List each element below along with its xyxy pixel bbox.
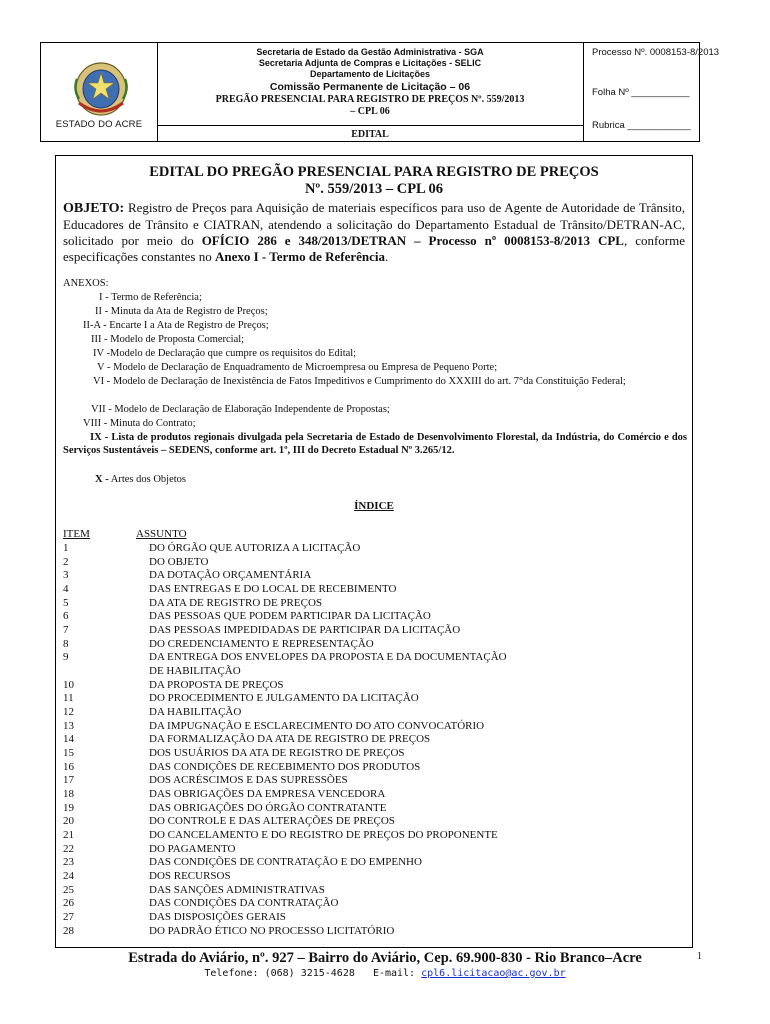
indice-item-number: 22	[63, 842, 74, 855]
rubrica-field: Rubrica ____________	[592, 120, 691, 131]
header-right	[584, 43, 720, 141]
indice-item-number: 4	[63, 583, 69, 595]
objeto-anexo: Anexo I - Termo de Referência	[214, 249, 386, 264]
indice-item-number: 1	[63, 542, 69, 554]
indice-item-subject: DOS ACRÉSCIMOS E DAS SUPRESSÕES	[149, 774, 348, 787]
indice-item-subject: DA ATA DE REGISTRO DE PREÇOS	[149, 596, 323, 609]
document-header	[40, 42, 720, 142]
indice-title: ÍNDICE	[354, 500, 394, 512]
indice-item-subject: DO OBJETO	[149, 555, 209, 568]
indice-item-subject: DA DOTAÇÃO ORÇAMENTÁRIA	[149, 569, 312, 582]
col-item-header: ITEM	[63, 528, 90, 540]
header-line-departamento: Departamento de Licitações	[309, 69, 431, 79]
anexo-item: X - Artes dos Objetos	[95, 474, 187, 485]
indice-item-number: 5	[63, 596, 69, 609]
indice-item-subject: DO CREDENCIAMENTO E REPRESENTAÇÃO	[149, 637, 374, 650]
objeto-text-3: .	[385, 249, 389, 264]
anexo-item: V - Modelo de Declaração de Enquadramento de Microempresa ou Empresa de Pequeno Porte;	[97, 362, 498, 373]
indice-item-number: 16	[63, 760, 74, 773]
indice-item-number: 26	[63, 897, 74, 910]
indice-item-number: 24	[63, 870, 74, 883]
indice-item-number: 20	[63, 815, 74, 828]
indice-item-subject: DOS USUÁRIOS DA ATA DE REGISTRO DE PREÇOS	[149, 747, 405, 760]
indice-item-number: 3	[63, 569, 69, 582]
anexo-item: IV -Modelo de Declaração que cumpre os requisitos do Edital;	[93, 348, 357, 359]
indice-item-subject: DOS RECURSOS	[149, 870, 231, 883]
objeto-text-2: , conforme especificações constantes no	[63, 233, 685, 264]
anexo-item: VII - Modelo de Declaração de Elaboração Independente de Propostas;	[91, 404, 390, 415]
indice-item-number: 25	[63, 883, 74, 896]
indice-item-number: 11	[63, 692, 74, 705]
anexo-item: VI - Modelo de Declaração de Inexistência de Fatos Impeditivos e Cumprimento do XXXIII do art. 7°da Constituição Federal;	[93, 376, 626, 387]
header-pregao-line2: – CPL 06	[350, 106, 390, 117]
indice-item-number: 23	[63, 856, 74, 869]
indice-item-subject: DAS CONDIÇÕES DE CONTRATAÇÃO E DO EMPENHO	[149, 856, 422, 869]
footer-address: Estrada do Aviário, nº. 927 – Bairro do Aviário, Cep. 69.900-830 - Rio Branco–Acre	[128, 950, 642, 966]
footer-contact	[0, 968, 770, 979]
footer-email-label: E-mail:	[372, 968, 416, 979]
edital-title-line2: Nº. 559/2013 – CPL 06	[304, 181, 444, 197]
header-pregao-line1: PREGÃO PRESENCIAL PARA REGISTRO DE PREÇOS Nº. 559/2013	[215, 94, 525, 105]
header-comissao: Comissão Permanente de Licitação – 06	[269, 81, 471, 93]
indice-item-number: 19	[63, 801, 74, 814]
header-line-sga: Secretaria de Estado da Gestão Administrativa - SGA	[256, 47, 484, 57]
header-center	[157, 43, 584, 141]
acre-coat-of-arms-icon	[73, 59, 129, 119]
indice-item-subject: DAS CONDIÇÕES DE RECEBIMENTO DOS PRODUTOS	[149, 760, 421, 773]
objeto-oficio: OFÍCIO 286 e 348/2013/DETRAN – Processo nº 0008153-8/2013 CPL	[201, 233, 624, 248]
indice-item-number: 9	[63, 651, 69, 664]
indice-item-subject: DA PROPOSTA DE PREÇOS	[149, 678, 284, 691]
indice-item-subject: DE HABILITAÇÃO	[149, 665, 241, 678]
indice-item-number: 13	[63, 719, 74, 732]
indice-item-subject: DO PAGAMENTO	[149, 842, 236, 855]
indice-item-number: 12	[63, 706, 74, 719]
edital-title-line1: EDITAL DO PREGÃO PRESENCIAL PARA REGISTRO DE PREÇOS	[149, 164, 599, 180]
edital-body	[55, 155, 693, 948]
indice-item-subject: DA ENTREGA DOS ENVELOPES DA PROPOSTA E DA DOCUMENTAÇÃO	[149, 651, 507, 664]
folha-field: Folha Nº ___________	[592, 87, 690, 98]
logo-cell	[41, 43, 158, 141]
indice-item-subject: DO CONTROLE E DAS ALTERAÇÕES DE PREÇOS	[149, 815, 395, 828]
indice-item-subject: DA IMPUGNAÇÃO E ESCLARECIMENTO DO ATO CONVOCATÓRIO	[149, 719, 485, 732]
objeto-text: Registro de Preços para Aquisição de materiais específicos para uso de Agente de Autoridade de Trânsito, Educadores de Trânsito e CIATRAN, atendendo a solicitação do Departamento Estadual de Trânsito/DETRAN-AC, solicitado por meio do	[63, 200, 685, 248]
indice-item-number: 7	[63, 624, 69, 637]
processo-number: Processo Nº. 0008153-8/2013	[592, 47, 720, 58]
anexo-item: VIII - Minuta do Contrato;	[83, 418, 196, 429]
indice-item-number: 8	[63, 637, 69, 650]
indice-item-subject: DAS OBRIGAÇÕES DO ÓRGÃO CONTRATANTE	[149, 801, 387, 814]
indice-item-number: 28	[63, 924, 74, 937]
anexo-item: IX - Lista de produtos regionais divulgada pela Secretaria de Estado de Desenvolvimento Florestal, da Indústria, do Comércio e dos Serviços Sustentáveis – SEDENS, conforme art. 1º, III do Decreto Estadual Nº 3.265/12.	[63, 432, 688, 456]
header-separator	[157, 125, 583, 126]
indice-item-number: 10	[63, 678, 74, 691]
email-link[interactable]: cpl6.licitacao@ac.gov.br	[421, 968, 566, 979]
indice-item-subject: DO PROCEDIMENTO E JULGAMENTO DA LICITAÇÃO	[149, 692, 419, 705]
anexo-item: I - Termo de Referência;	[99, 292, 202, 303]
anexo-item: II - Minuta da Ata de Registro de Preços;	[95, 306, 268, 317]
indice-item-number: 6	[63, 610, 69, 623]
indice-item-number: 18	[63, 788, 74, 801]
indice-item-subject: DAS SANÇÕES ADMINISTRATIVAS	[149, 883, 325, 896]
header-edital: EDITAL	[351, 129, 389, 140]
indice-item-number: 27	[63, 911, 74, 924]
indice-item-number: 14	[63, 733, 74, 746]
objeto-paragraph	[63, 200, 685, 265]
indice-item-subject: DAS CONDIÇÕES DA CONTRATAÇÃO	[149, 897, 339, 910]
indice-item-subject: DO PADRÃO ÉTICO NO PROCESSO LICITATÓRIO	[149, 924, 395, 937]
indice-item-number: 21	[63, 829, 74, 842]
indice-item-subject: DAS DISPOSIÇÕES GERAIS	[149, 911, 286, 924]
indice-item-subject: DA FORMALIZAÇÃO DA ATA DE REGISTRO DE PREÇOS	[149, 733, 431, 746]
estado-label: ESTADO DO ACRE	[55, 119, 143, 130]
anexo-item: II-A - Encarte I a Ata de Registro de Preços;	[83, 320, 269, 331]
indice-item-number: 15	[63, 747, 74, 760]
page-number: 1	[697, 951, 702, 962]
indice-item-subject: DAS PESSOAS IMPEDIDADAS DE PARTICIPAR DA LICITAÇÃO	[149, 624, 461, 637]
objeto-label: OBJETO:	[63, 201, 125, 216]
anexos-heading: ANEXOS:	[63, 278, 109, 289]
indice-item-subject: DAS PESSOAS QUE PODEM PARTICIPAR DA LICITAÇÃO	[149, 610, 431, 623]
indice-item-subject: DAS OBRIGAÇÕES DA EMPRESA VENCEDORA	[149, 788, 386, 801]
indice-item-number: 2	[63, 555, 69, 568]
anexo-item: III - Modelo de Proposta Comercial;	[91, 334, 245, 345]
header-line-selic: Secretaria Adjunta de Compras e Licitações - SELIC	[258, 58, 482, 68]
indice-item-number: 17	[63, 774, 74, 787]
indice-item-subject: DO CANCELAMENTO E DO REGISTRO DE PREÇOS DO PROPONENTE	[149, 829, 498, 842]
footer-phone: Telefone: (068) 3215-4628	[204, 968, 355, 979]
col-assunto-header: ASSUNTO	[136, 528, 187, 540]
indice-item-subject: DA HABILITAÇÃO	[149, 706, 242, 719]
indice-item-subject: DO ÓRGÃO QUE AUTORIZA A LICITAÇÃO	[149, 542, 361, 554]
indice-item-subject: DAS ENTREGAS E DO LOCAL DE RECEBIMENTO	[149, 583, 397, 595]
